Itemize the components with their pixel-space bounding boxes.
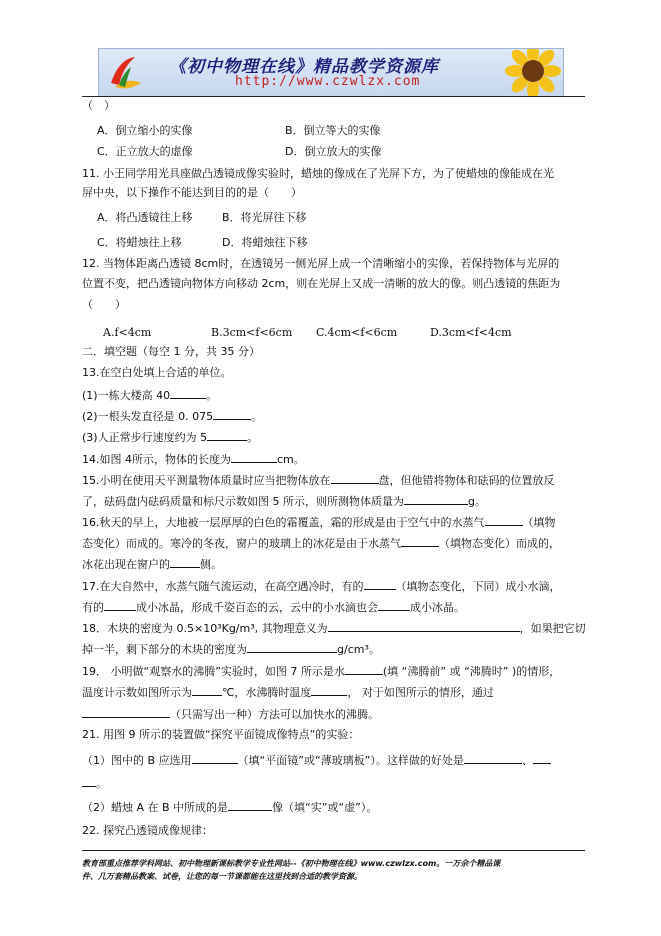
q12-paren: （ ） (82, 298, 126, 311)
answer-blank[interactable] (82, 775, 96, 787)
answer-blank[interactable] (331, 472, 379, 484)
q16-line1 (82, 514, 556, 530)
q15-line1 (82, 472, 555, 488)
section-two-heading: 二．填空题（每空 1 分，共 35 分） (82, 345, 260, 358)
q21-stem: 21. 用图 9 所示的装置做“探究平面镜成像特点”的实验： (82, 728, 360, 741)
q13-item1-text: (1)一栋大楼高 40 (82, 389, 171, 402)
q10-option-b: B．倒立等大的实像 (285, 124, 381, 137)
q21-part1-line2 (82, 775, 107, 791)
answer-blank[interactable] (170, 387, 206, 399)
q21-text5: 像（填“实”或“虚”）。 (272, 801, 378, 814)
q19-text5: ， 对于如图所示的情形，通过 (347, 686, 494, 699)
q10-option-d: D．倒立放大的实像 (285, 145, 382, 158)
q12-option-a: A.f<4cm (103, 326, 152, 339)
punct: 。 (247, 431, 259, 444)
paren-blank: （ ） (82, 99, 115, 112)
answer-blank[interactable] (533, 752, 551, 764)
q21-text4: （2）蜡烛 A 在 B 中所成的是 (82, 801, 229, 814)
header-banner (98, 48, 564, 97)
q13-item3 (82, 429, 258, 445)
q19-text6: （只需写出一种）方法可以加快水的沸腾。 (170, 708, 379, 721)
q21-part2 (82, 799, 377, 815)
q11-stem-line2: 屏中央，以下操作不能达到目的的是（ ） (82, 186, 302, 199)
q18-unit: g/cm³。 (337, 643, 380, 656)
q16-text6: 侧。 (200, 558, 222, 571)
q15-text3: 了，砝码盘内砝码质量和标尺示数如图 5 所示，则所测物体质量为 (82, 495, 404, 508)
answer-blank[interactable] (192, 684, 222, 696)
q12-option-c: C.4cm<f<6cm (316, 326, 398, 339)
q12-stem-line2: 位置不变，把凸透镜向物体方向移动 2cm，则在光屏上又成一清晰的放大的像。则凸透镜的焦距为 (82, 277, 561, 290)
q19-line1 (82, 663, 560, 679)
q13-item2 (82, 408, 262, 424)
footer-line2: 件、几万套精品教案、试卷，让您的每一节课都能在这里找到合适的教学资源。 (82, 872, 362, 881)
answer-blank[interactable] (404, 493, 468, 505)
q21-text1: （1）图中的 B 应选用 (82, 754, 192, 767)
q16-line3 (82, 556, 222, 572)
q17-text1: 17.在大自然中，水蒸气随气流运动，在高空遇冷时，有的 (82, 580, 364, 593)
q16-text3: 态变化）而成的。寒冷的冬夜，窗户的玻璃上的冰花是由于水蒸气 (82, 537, 401, 550)
answer-blank[interactable] (231, 451, 277, 463)
q15-line2 (82, 493, 486, 509)
q12-option-d: D.3cm<f<4cm (430, 326, 512, 339)
q18-text2: ，如果把它切 (519, 622, 586, 635)
answer-blank[interactable] (170, 556, 200, 568)
q12-stem-line1: 12. 当物体距离凸透镜 8cm时，在透镜另一侧光屏上成一个清晰缩小的实像，若保持物体与光屏的 (82, 257, 560, 270)
q16-line2 (82, 535, 560, 551)
q22-stem: 22. 探究凸透镜成像规律： (82, 824, 213, 837)
q16-text1: 16.秋天的早上，大地被一层厚厚的白色的霜覆盖，霜的形成是由于空气中的水蒸气 (82, 516, 485, 529)
sunflower-icon (505, 48, 561, 97)
punct: 。 (251, 410, 263, 423)
q19-line2 (82, 684, 494, 700)
q14-unit: cm。 (277, 453, 305, 466)
answer-blank[interactable] (311, 684, 347, 696)
q17-line1 (82, 578, 561, 594)
answer-blank[interactable] (213, 408, 251, 420)
answer-blank[interactable] (104, 599, 136, 611)
answer-blank[interactable] (247, 641, 337, 653)
q11-option-b: B．将光屏往下移 (222, 211, 307, 224)
q13-item3-text: (3)人正常步行速度约为 5 (82, 431, 208, 444)
answer-blank[interactable] (207, 429, 247, 441)
header-rule (82, 96, 585, 97)
q17-line2 (82, 599, 465, 615)
q11-option-c: C．将蜡烛往上移 (97, 236, 182, 249)
q18-text1: 18．木块的密度为 0.5×10³Kg/m³, 其物理意义为 (82, 622, 328, 635)
q14-text: 14.如图 4所示，物体的长度为 (82, 453, 231, 466)
q10-option-c: C．正立放大的虚像 (97, 145, 193, 158)
q10-option-a: A．倒立缩小的实像 (97, 124, 193, 137)
answer-blank[interactable] (328, 620, 520, 632)
footer-rule (82, 850, 585, 851)
q16-text2: （填物 (522, 516, 556, 529)
q16-text5: 冰花出现在窗户的 (82, 558, 170, 571)
q15-text1: 15.小明在使用天平测量物体质量时应当把物体放在 (82, 474, 331, 487)
q13-item1 (82, 387, 217, 403)
q19-text2: (填 “沸腾前” 或 “沸腾时” )的情形， (382, 665, 561, 678)
q17-text5: 成小冰晶。 (410, 601, 465, 614)
q18-line2 (82, 641, 380, 657)
q19-text4: ℃，水沸腾时温度 (222, 686, 312, 699)
q19-text1: 19． 小明做“观察水的沸腾”实验时，如图 7 所示是水 (82, 665, 345, 678)
q19-text3: 温度计示数如图所示为 (82, 686, 192, 699)
q17-text3: 有的 (82, 601, 104, 614)
q13-item2-text: (2)一根头发直径是 0. 075 (82, 410, 214, 423)
banner-url: http://www.czwlzx.com (235, 74, 421, 89)
q19-line3 (82, 706, 379, 722)
q11-option-d: D．将蜡烛往下移 (222, 236, 308, 249)
banner-title: 《初中物理在线》精品教学资源库 (169, 57, 439, 77)
q13-stem: 13.在空白处填上合适的单位。 (82, 366, 232, 379)
q17-text4: 成小冰晶，形成千姿百态的云，云中的小水滴也会 (136, 601, 378, 614)
q21-part1-line1 (82, 752, 551, 768)
punct: 。 (206, 389, 218, 402)
footer-line1: 教育部重点推荐学科网站、初中物理新课标教学专业性网站--《初中物理在线》www.czwlzx.com。一万余个精品课 (82, 859, 501, 868)
answer-blank[interactable] (364, 578, 396, 590)
q15-unit: g。 (468, 495, 486, 508)
answer-blank[interactable] (378, 599, 410, 611)
q17-text2: （填物态变化，下同）成小水滴， (395, 580, 561, 593)
q14-stem (82, 451, 305, 467)
punct: 。 (96, 777, 107, 790)
answer-blank[interactable] (345, 663, 383, 675)
answer-blank[interactable] (401, 535, 439, 547)
q21-text2: （填“平面镜”或“薄玻璃板”）。这样做的好处是 (237, 754, 464, 767)
answer-blank[interactable] (82, 706, 170, 718)
site-logo-icon (105, 53, 145, 93)
q15-text2: 盘，但他错将物体和砝码的位置放反 (378, 474, 555, 487)
answer-blank[interactable] (192, 752, 238, 764)
q18-text3: 掉一半，剩下部分的木块的密度为 (82, 643, 247, 656)
answer-blank[interactable] (485, 514, 523, 526)
q21-text3: 、 (521, 754, 533, 767)
q11-stem-line1: 11. 小王同学用光具座做凸透镜成像实验时，蜡烛的像成在了光屏下方，为了使蜡烛的像能成在光 (82, 167, 554, 180)
q12-option-b: B.3cm<f<6cm (211, 326, 293, 339)
answer-blank[interactable] (464, 752, 522, 764)
q11-option-a: A．将凸透镜往上移 (97, 211, 193, 224)
q16-text4: （填物态变化）而成的， (439, 537, 560, 550)
q18-line1 (82, 620, 586, 636)
answer-blank[interactable] (228, 799, 272, 811)
